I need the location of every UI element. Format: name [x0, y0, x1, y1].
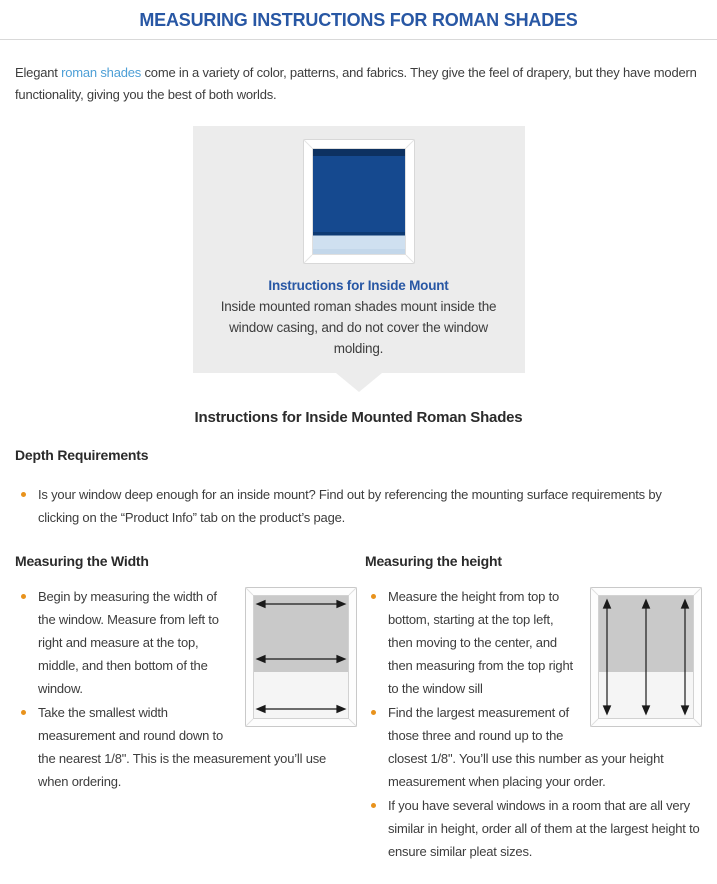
- list-item: Begin by measuring the width of the window. Measure from left to right and measure at the top, middle, and then bottom of the window.: [15, 585, 357, 700]
- callout-pointer-triangle: [336, 373, 382, 392]
- list-item: Measure the height from top to bottom, starting at the top left, then moving to the center, and then measuring from the top right to the window sill: [365, 585, 702, 700]
- depth-bullet-list: [15, 483, 702, 529]
- measuring-width-section: [15, 553, 357, 864]
- page-title: MEASURING INSTRUCTIONS FOR ROMAN SHADES: [139, 10, 578, 30]
- section-heading: Instructions for Inside Mounted Roman Shades: [194, 409, 523, 426]
- list-item: Take the smallest width measurement and round down to the nearest 1/8". This is the measurement you’ll use when ordering.: [15, 701, 357, 793]
- list-item: Find the largest measurement of those three and round up to the closest 1/8". You’ll use this number as your height measurement when placing your order.: [365, 701, 702, 793]
- inside-mount-shade-image: [303, 139, 415, 264]
- width-bullet-list: [15, 585, 357, 793]
- measuring-height-section: [365, 553, 702, 864]
- measuring-columns: [15, 553, 702, 864]
- shade-bottom-bar: [312, 232, 406, 236]
- height-heading: Measuring the height: [365, 553, 502, 569]
- callout-box: [193, 126, 525, 373]
- roman-shades-link[interactable]: roman shades: [61, 65, 142, 80]
- width-heading: Measuring the Width: [15, 553, 149, 569]
- intro-text-pre: Elegant: [15, 65, 62, 80]
- depth-requirements-section: [15, 447, 702, 529]
- intro-text-post: come in a variety of color, patterns, and fabrics. They give the feel of drapery, but they have modern functionality, giving you the best of both worlds.: [15, 65, 697, 102]
- shade-headrail: [312, 148, 406, 156]
- list-item: Is your window deep enough for an inside mount? Find out by referencing the mounting surface requirements by clicking on the “Product Info” tab on the product’s page.: [15, 483, 702, 529]
- intro-paragraph: [15, 62, 702, 106]
- shade-body: [312, 156, 406, 232]
- height-bullet-list: [365, 585, 702, 863]
- callout-title: Instructions for Inside Mount: [268, 278, 449, 293]
- depth-heading: Depth Requirements: [15, 447, 149, 463]
- title-divider: [0, 39, 717, 40]
- list-item: If you have several windows in a room that are all very similar in height, order all of them at the largest height to ensure similar pleat sizes.: [365, 794, 702, 863]
- inside-mount-callout: [15, 126, 702, 392]
- callout-description: Inside mounted roman shades mount inside the window casing, and do not cover the window molding.: [220, 299, 497, 356]
